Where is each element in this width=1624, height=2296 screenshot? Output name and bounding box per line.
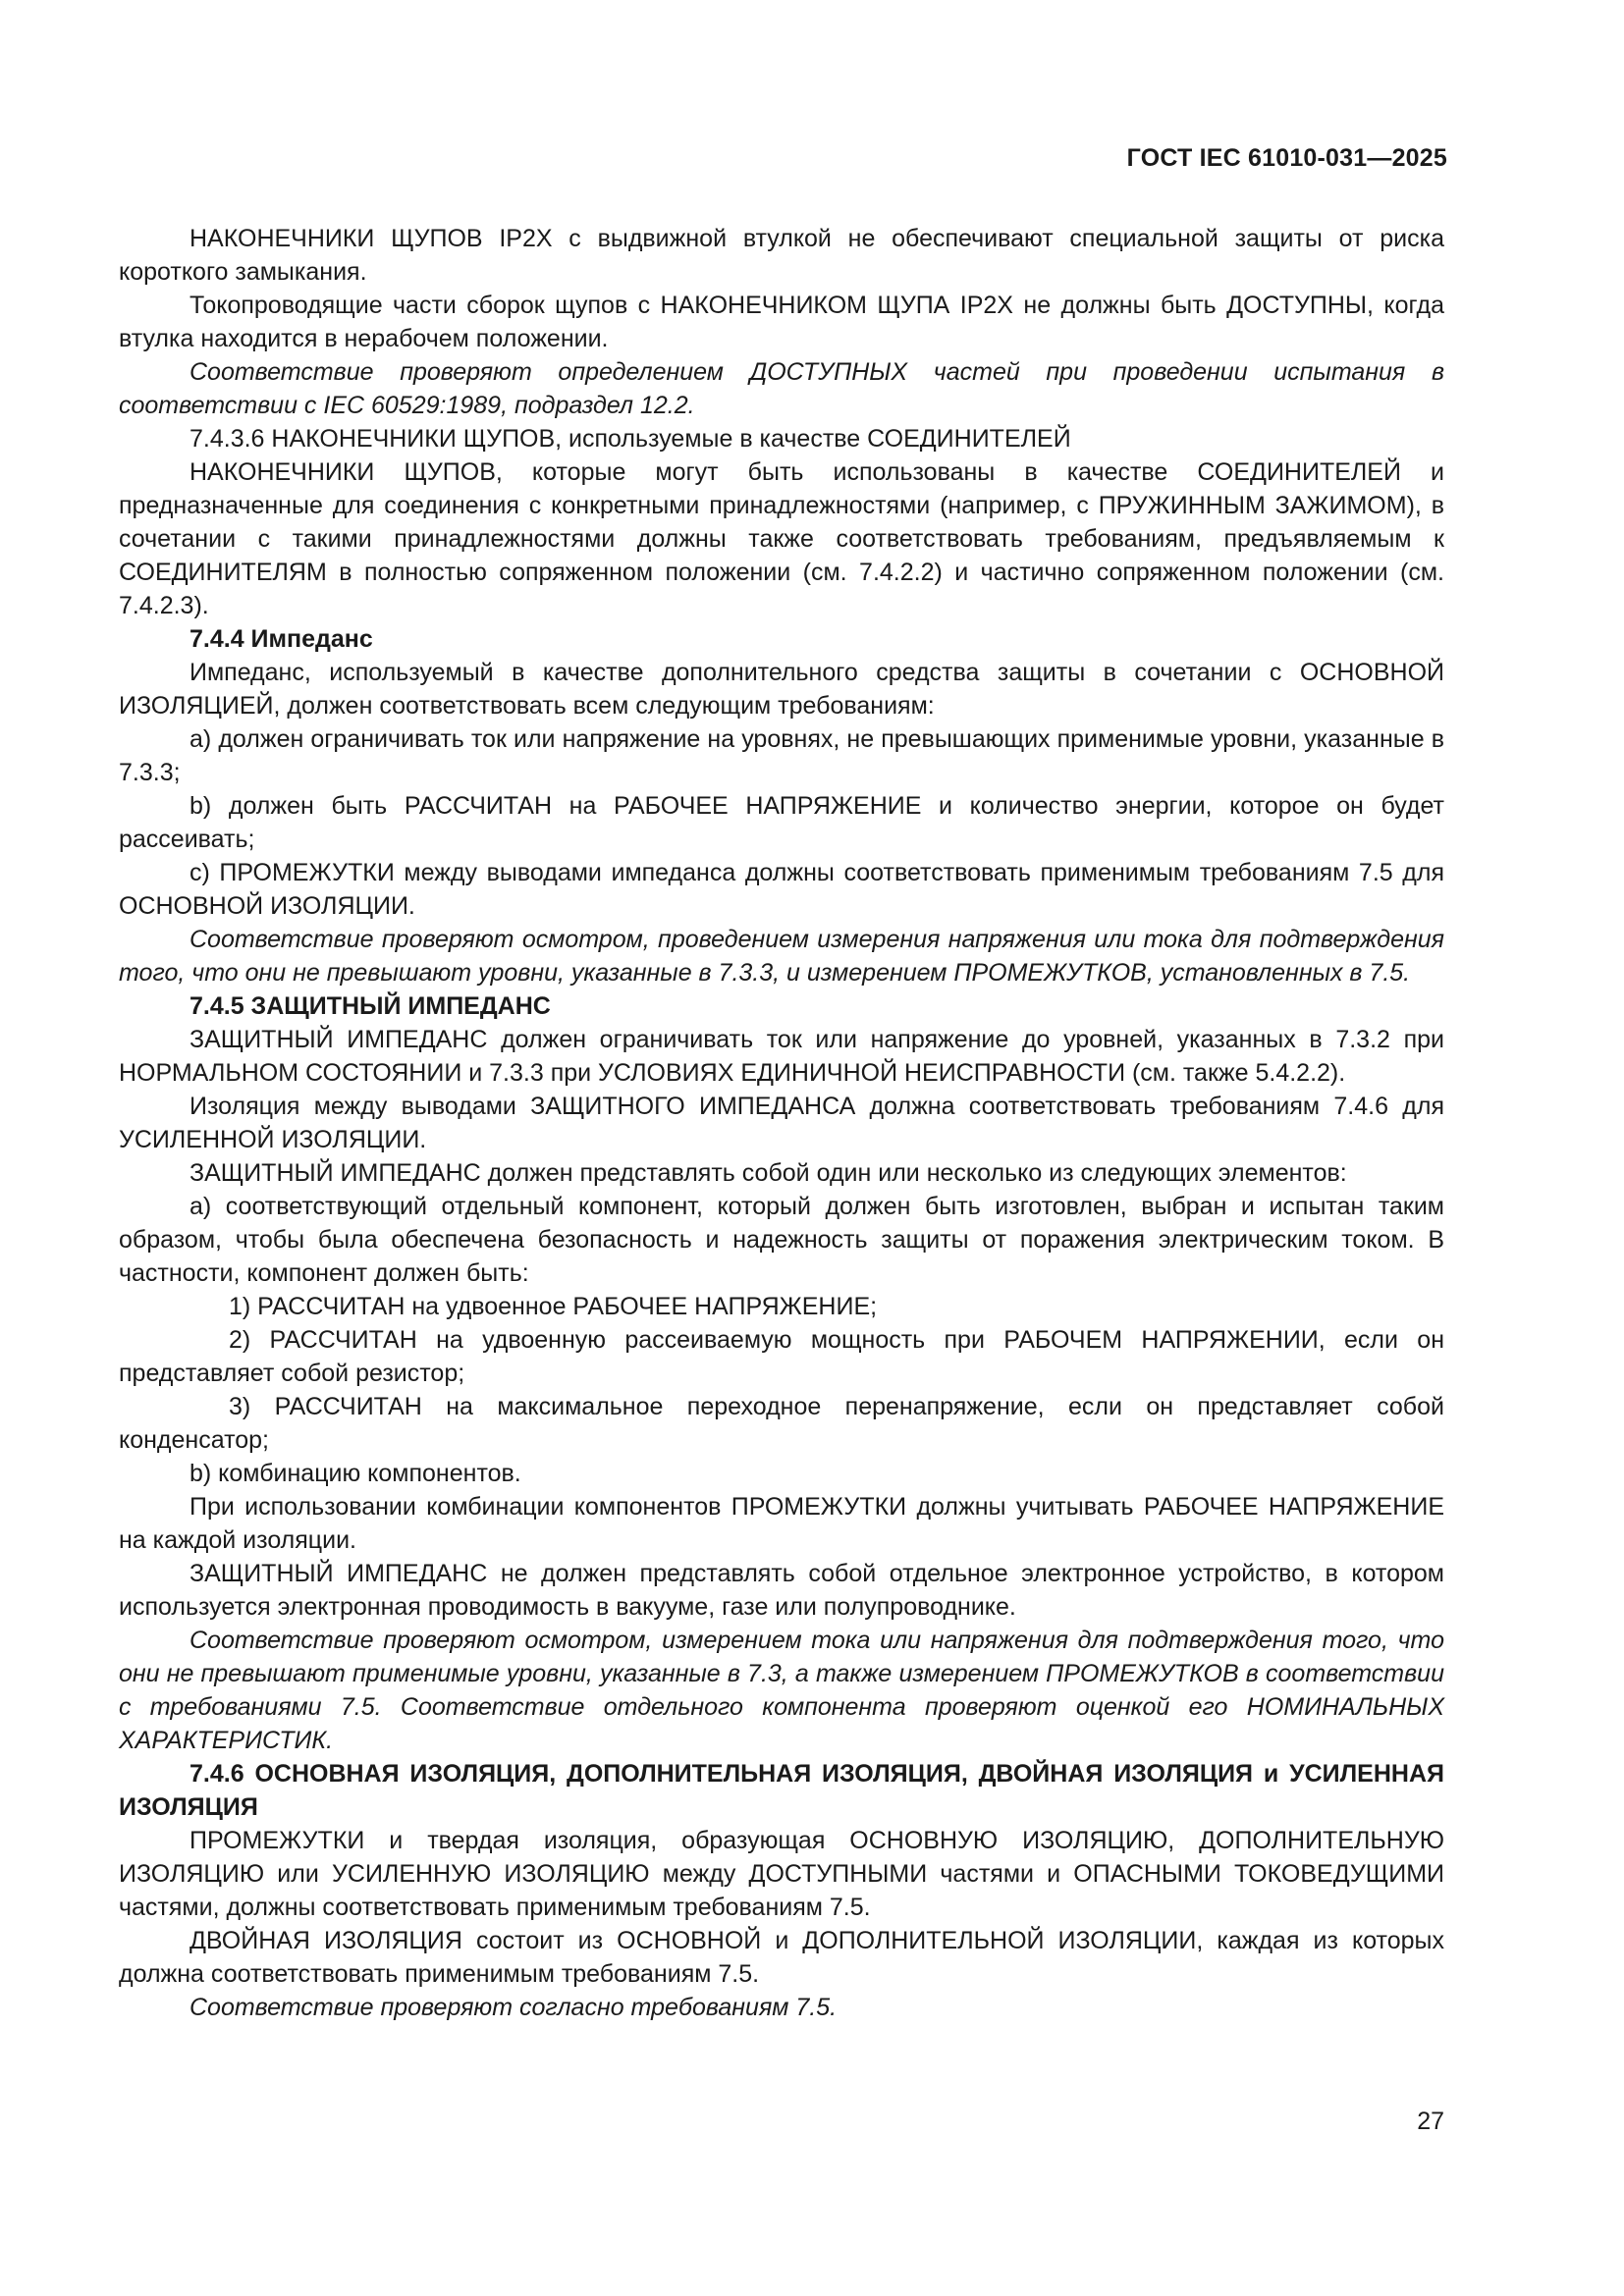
paragraph: ЗАЩИТНЫЙ ИМПЕДАНС не должен представлять собой отдельное электронное устройство, в котором используется электронная проводимость в вакууме, газе или полупроводнике. (119, 1560, 1444, 1621)
paragraph: ЗАЩИТНЫЙ ИМПЕДАНС должен ограничивать ток или напряжение до уровней, указанных в 7.3.2 при НОРМАЛЬНОМ СОСТОЯНИИ и 7.3.3 при УСЛОВИЯХ ЕДИНИЧНОЙ НЕИСПРАВНОСТИ (см. также 5.4.2.2). (119, 1026, 1444, 1087)
compliance-note: Соответствие проверяют согласно требованиям 7.5. (189, 1994, 838, 2021)
clause-title: 7.4.3.6 НАКОНЕЧНИКИ ЩУПОВ, используемые в качестве СОЕДИНИТЕЛЕЙ (189, 425, 1071, 453)
paragraph: Токопроводящие части сборок щупов с НАКОНЕЧНИКОМ ЩУПА IP2X не должны быть ДОСТУПНЫ, когда втулка находится в нерабочем положении. (119, 292, 1444, 352)
paragraph: ПРОМЕЖУТКИ и твердая изоляция, образующая ОСНОВНУЮ ИЗОЛЯЦИЮ, ДОПОЛНИТЕЛЬНУЮ ИЗОЛЯЦИЮ или УСИЛЕННУЮ ИЗОЛЯЦИЮ между ДОСТУПНЫМИ частями и ОПАСНЫМИ ТОКОВЕДУЩИМИ частями, должны соответствовать применимым требованиям 7.5. (119, 1827, 1444, 1921)
paragraph: ЗАЩИТНЫЙ ИМПЕДАНС должен представлять собой один или несколько из следующих элементов: (189, 1159, 1347, 1187)
compliance-note: Соответствие проверяют осмотром, проведением измерения напряжения или тока для подтверждения того, что они не превышают уровни, указанные в 7.3.3, и измерением ПРОМЕЖУТКОВ, установленных в 7.5. (119, 926, 1444, 987)
paragraph: Изоляция между выводами ЗАЩИТНОГО ИМПЕДАНСА должна соответствовать требованиям 7.4.6 для УСИЛЕННОЙ ИЗОЛЯЦИИ. (119, 1093, 1444, 1153)
list-item: b) должен быть РАССЧИТАН на РАБОЧЕЕ НАПРЯЖЕНИЕ и количество энергии, которое он будет рассеивать; (119, 792, 1444, 853)
list-item: b) комбинацию компонентов. (189, 1460, 521, 1487)
paragraph: ДВОЙНАЯ ИЗОЛЯЦИЯ состоит из ОСНОВНОЙ и ДОПОЛНИТЕЛЬНОЙ ИЗОЛЯЦИИ, каждая из которых должна соответствовать применимым требованиям 7.5. (119, 1927, 1444, 1988)
list-item: a) должен ограничивать ток или напряжение на уровнях, не превышающих применимые уровни, указанные в 7.3.3; (119, 725, 1444, 786)
section-heading: 7.4.6 ОСНОВНАЯ ИЗОЛЯЦИЯ, ДОПОЛНИТЕЛЬНАЯ ИЗОЛЯЦИЯ, ДВОЙНАЯ ИЗОЛЯЦИЯ и УСИЛЕННАЯ ИЗОЛЯЦИЯ (119, 1760, 1444, 1821)
compliance-note: Соответствие проверяют осмотром, измерением тока или напряжения для подтверждения того, что они не превышают применимые уровни, указанные в 7.3, а также измерением ПРОМЕЖУТКОВ в соответствии с требованиями 7.5. Соответствие отдельного компонента проверяют оценкой его НОМИНАЛЬНЫХ ХАРАКТЕРИСТИК. (119, 1627, 1444, 1754)
sub-list-item: 1) РАССЧИТАН на удвоенное РАБОЧЕЕ НАПРЯЖЕНИЕ; (229, 1293, 878, 1320)
list-item: c) ПРОМЕЖУТКИ между выводами импеданса должны соответствовать применимым требованиям 7.5 для ОСНОВНОЙ ИЗОЛЯЦИИ. (119, 859, 1444, 920)
compliance-note: Соответствие проверяют определением ДОСТУПНЫХ частей при проведении испытания в соответствии с IEC 60529:1989, подраздел 12.2. (119, 358, 1444, 419)
paragraph: НАКОНЕЧНИКИ ЩУПОВ, которые могут быть использованы в качестве СОЕДИНИТЕЛЕЙ и предназначенные для соединения с конкретными принадлежностями (например, с ПРУЖИННЫМ ЗАЖИМОМ), в сочетании с такими принадлежностями должны также соответствовать требованиям, предъявляемым к СОЕДИНИТЕЛЯМ в полностью сопряженном положении (см. 7.4.2.2) и частично сопряженном положении (см. 7.4.2.3). (119, 458, 1444, 619)
section-heading: 7.4.5 ЗАЩИТНЫЙ ИМПЕДАНС (189, 992, 551, 1020)
paragraph: НАКОНЕЧНИКИ ЩУПОВ IP2X с выдвижной втулкой не обеспечивают специальной защиты от риска короткого замыкания. (119, 225, 1444, 286)
paragraph: При использовании комбинации компонентов ПРОМЕЖУТКИ должны учитывать РАБОЧЕЕ НАПРЯЖЕНИЕ на каждой изоляции. (119, 1493, 1444, 1554)
list-item: a) соответствующий отдельный компонент, который должен быть изготовлен, выбран и испытан таким образом, чтобы была обеспечена безопасность и надежность защиты от поражения электрическим током. В частности, компонент должен быть: (119, 1193, 1444, 1287)
section-heading: 7.4.4 Импеданс (189, 625, 373, 653)
page-body (119, 222, 1444, 2024)
paragraph: Импеданс, используемый в качестве дополнительного средства защиты в сочетании с ОСНОВНОЙ ИЗОЛЯЦИЕЙ, должен соответствовать всем следующим требованиям: (119, 659, 1444, 720)
document-header: ГОСТ IEC 61010-031—2025 (1126, 144, 1447, 172)
sub-list-item: 3) РАССЧИТАН на максимальное переходное перенапряжение, если он представляет собой конденсатор; (119, 1393, 1444, 1454)
sub-list-item: 2) РАССЧИТАН на удвоенную рассеиваемую мощность при РАБОЧЕМ НАПРЯЖЕНИИ, если он представляет собой резистор; (119, 1326, 1444, 1387)
page-number: 27 (1417, 2108, 1444, 2135)
